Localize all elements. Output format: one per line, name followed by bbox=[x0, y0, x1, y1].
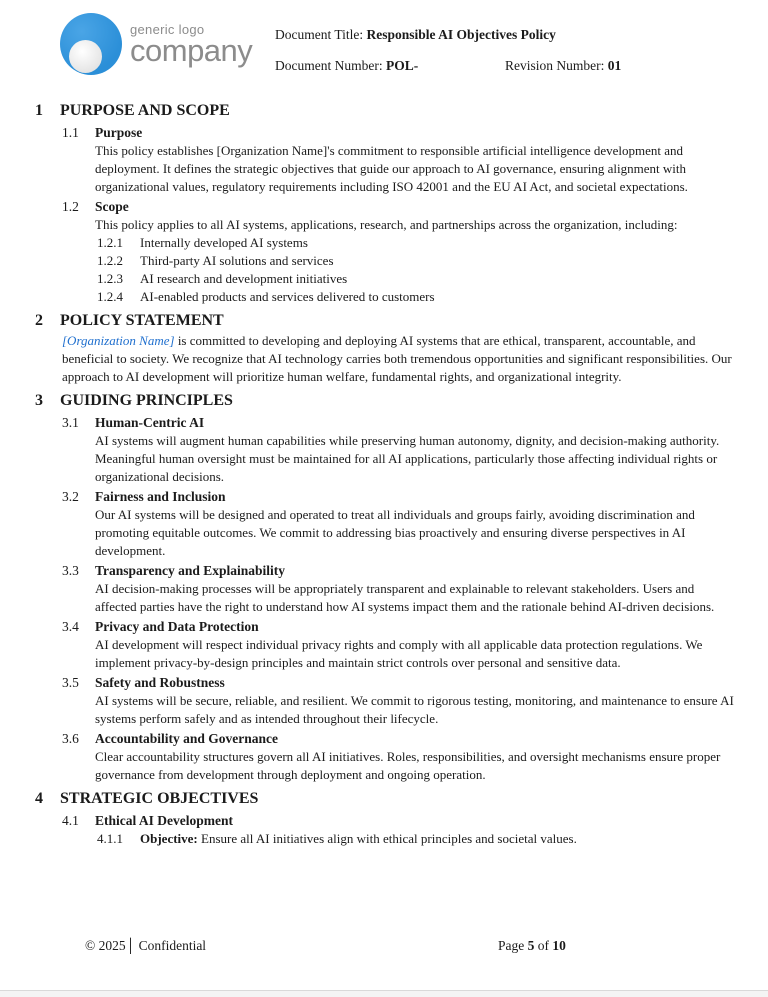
logo-inner-circle bbox=[69, 40, 102, 73]
subsection-heading bbox=[0, 812, 768, 830]
list-item-number: 4.1.1 bbox=[97, 831, 123, 846]
document-footer bbox=[0, 938, 768, 960]
subsection-number: 3.5 bbox=[62, 675, 79, 690]
header-fields bbox=[275, 26, 621, 74]
section-number: 4 bbox=[35, 790, 43, 807]
footer-page-indicator bbox=[498, 938, 566, 954]
list-item-number: 1.2.3 bbox=[97, 271, 123, 286]
subsection-title: Safety and Robustness bbox=[95, 675, 225, 690]
revision-value: 01 bbox=[607, 58, 622, 73]
list-item-number: 1.2.4 bbox=[97, 289, 123, 304]
paragraph: Our AI systems will be designed and operated to treat all individuals and groups fairly, avoiding discrimination and promoting equitable outcomes. We commit to addressing bias proactively and ensuring diverse perspectives in AI development. bbox=[95, 507, 695, 558]
list-item-number: 1.2.2 bbox=[97, 253, 123, 268]
list-item bbox=[0, 234, 735, 252]
subsection-heading bbox=[0, 198, 768, 216]
paragraph: AI decision-making processes will be appropriately transparent and explainable to relevant stakeholders. Users and affected parties have the right to understand how AI systems impact them and the rationale behind AI-driven decisions. bbox=[95, 581, 715, 614]
page-bottom-edge bbox=[0, 990, 768, 997]
document-number-pair bbox=[275, 57, 505, 74]
subsection-title: Scope bbox=[95, 199, 129, 214]
list-item-text: AI research and development initiatives bbox=[140, 271, 348, 286]
subsection-title: Human-Centric AI bbox=[95, 415, 205, 430]
section-heading bbox=[0, 788, 768, 810]
list-item-text: Internally developed AI systems bbox=[140, 235, 308, 250]
list-item bbox=[0, 288, 735, 306]
list-item-text: Objective: Ensure all AI initiatives align with ethical principles and societal values. bbox=[140, 831, 577, 846]
company-logo-icon bbox=[60, 13, 122, 75]
subsection-number: 3.3 bbox=[62, 563, 79, 578]
list-item bbox=[0, 830, 735, 848]
section-title: PURPOSE AND SCOPE bbox=[60, 102, 230, 119]
section-heading bbox=[0, 100, 768, 122]
logo-company-name: company bbox=[130, 32, 253, 68]
document-title-value: Responsible AI Objectives Policy bbox=[366, 27, 556, 42]
subsection-heading bbox=[0, 562, 768, 580]
company-logo-text bbox=[130, 23, 252, 66]
subsection-heading bbox=[0, 730, 768, 748]
subsection-number: 3.2 bbox=[62, 489, 79, 504]
subsection-heading bbox=[0, 124, 768, 142]
paragraph: AI systems will augment human capabilities while preserving human autonomy, dignity, and decision-making authority. Meaningful human oversight must be maintained for all AI applications, particularly those affecting individual rights or organizational decisions. bbox=[95, 433, 720, 484]
footer-copyright: © 2025│ Confidential bbox=[85, 938, 207, 953]
paragraph: AI systems will be secure, reliable, and resilient. We commit to rigorous testing, monitoring, and maintenance to ensure AI systems perform safely and as intended throughout their lifecycle. bbox=[95, 693, 734, 726]
section-title: STRATEGIC OBJECTIVES bbox=[60, 790, 259, 807]
section-number: 2 bbox=[35, 312, 43, 329]
list-item-text: AI-enabled products and services delivered to customers bbox=[140, 289, 435, 304]
list-item bbox=[0, 270, 735, 288]
section-number: 1 bbox=[35, 102, 43, 119]
paragraph: This policy applies to all AI systems, applications, research, and partnerships across the organization, including: bbox=[95, 217, 678, 232]
subsection-number: 3.1 bbox=[62, 415, 79, 430]
paragraph: This policy establishes [Organization Name]'s commitment to responsible artificial intelligence development and deployment. It defines the strategic objectives that guide our approach to AI governance, ensuring alignment with organizational values, regulatory requirements including ISO 42001 and the EU AI Act, and societal expectations. bbox=[95, 143, 688, 194]
document-header bbox=[0, 0, 768, 96]
document-title-label: Document Title: bbox=[275, 27, 364, 42]
subsection-title: Fairness and Inclusion bbox=[95, 489, 226, 504]
document-title-row bbox=[275, 26, 621, 43]
subsection-heading bbox=[0, 618, 768, 636]
paragraph: Clear accountability structures govern all AI initiatives. Roles, responsibilities, and oversight mechanisms ensure proper governance from development through deployment and ongoing operation. bbox=[95, 749, 721, 782]
subsection-heading bbox=[0, 414, 768, 432]
subsection-number: 4.1 bbox=[62, 813, 79, 828]
footer-page-label: Page bbox=[498, 938, 525, 953]
revision-label: Revision Number: bbox=[505, 58, 605, 73]
subsection-number: 1.1 bbox=[62, 125, 79, 140]
subsection-heading bbox=[0, 488, 768, 506]
list-item bbox=[0, 252, 735, 270]
section-title: POLICY STATEMENT bbox=[60, 312, 224, 329]
document-meta-row bbox=[275, 57, 621, 74]
list-item-lead: Objective: bbox=[140, 831, 198, 846]
subsection-heading bbox=[0, 674, 768, 692]
section-number: 3 bbox=[35, 392, 43, 409]
organization-name-placeholder: [Organization Name] bbox=[62, 333, 175, 348]
document-body bbox=[0, 100, 768, 848]
paragraph: AI development will respect individual privacy rights and comply with all applicable data protection regulations. We implement privacy-by-design principles and maintain strict controls over personal and sensitive data. bbox=[95, 637, 703, 670]
document-number-label: Document Number: bbox=[275, 58, 383, 73]
subsection-number: 3.4 bbox=[62, 619, 79, 634]
section-heading bbox=[0, 390, 768, 412]
section-heading bbox=[0, 310, 768, 332]
company-logo bbox=[60, 13, 252, 75]
logo-tagline: generic logo bbox=[130, 21, 205, 37]
subsection-title: Transparency and Explainability bbox=[95, 563, 286, 578]
list-item-number: 1.2.1 bbox=[97, 235, 123, 250]
subsection-number: 3.6 bbox=[62, 731, 79, 746]
subsection-number: 1.2 bbox=[62, 199, 79, 214]
subsection-title: Privacy and Data Protection bbox=[95, 619, 259, 634]
footer-page-number: 5 bbox=[527, 938, 535, 953]
subsection-title: Ethical AI Development bbox=[95, 813, 233, 828]
footer-of-label: of bbox=[537, 938, 549, 953]
section-title: GUIDING PRINCIPLES bbox=[60, 392, 233, 409]
paragraph: [Organization Name] is committed to developing and deploying AI systems that are ethical, transparent, accountable, and beneficial to society. We recognize that AI technology carries both tremendous opportunities and significant responsibilities. Our approach to AI development will prioritize human welfare, fundamental rights, and organizational integrity. bbox=[62, 333, 732, 384]
subsection-title: Purpose bbox=[95, 125, 143, 140]
document-number-value: POL- bbox=[385, 58, 419, 73]
subsection-title: Accountability and Governance bbox=[95, 731, 279, 746]
list-item-text: Third-party AI solutions and services bbox=[140, 253, 334, 268]
footer-page-total: 10 bbox=[552, 938, 566, 953]
